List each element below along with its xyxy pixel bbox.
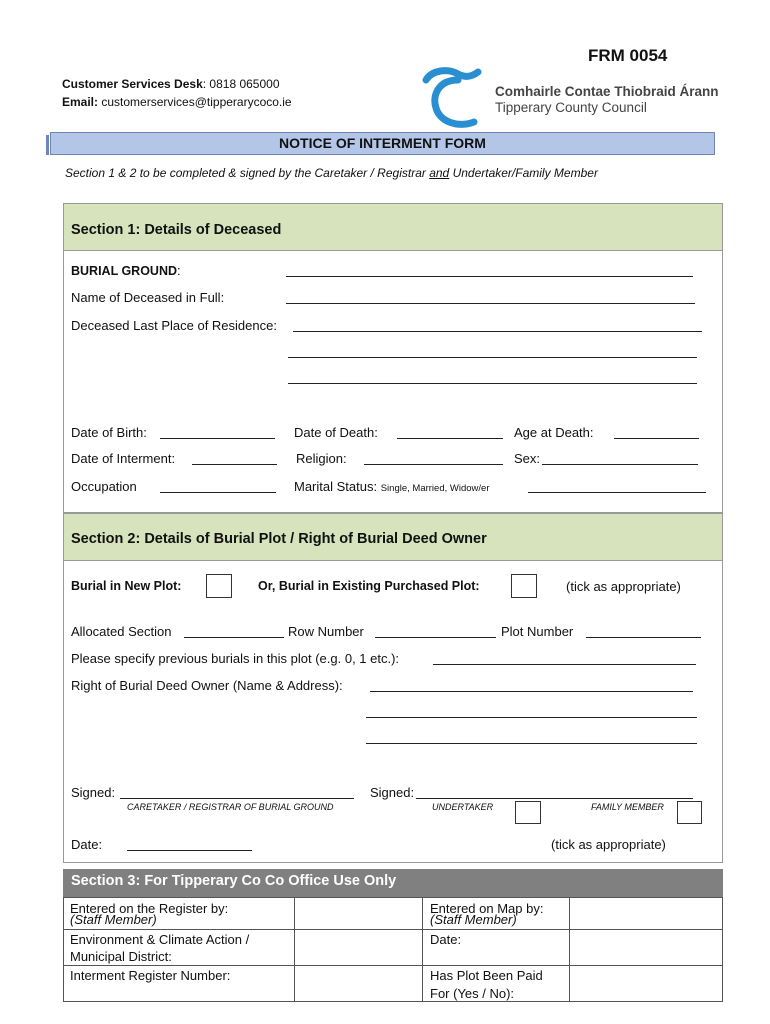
interment-register-field[interactable] bbox=[295, 966, 421, 1001]
last-residence-field-3[interactable] bbox=[288, 383, 697, 384]
office-date-label: Date: bbox=[430, 932, 462, 947]
signed-undertaker-field[interactable] bbox=[416, 798, 693, 799]
title-bar bbox=[50, 132, 715, 155]
signed-caretaker-label: Signed: bbox=[71, 785, 116, 800]
form-title: NOTICE OF INTERMENT FORM bbox=[279, 135, 486, 151]
last-residence-field-2[interactable] bbox=[288, 357, 697, 358]
existing-plot-checkbox[interactable] bbox=[511, 574, 537, 598]
plot-paid-field[interactable] bbox=[570, 966, 722, 1001]
staff-member-caption-1: (Staff Member) bbox=[70, 912, 157, 927]
date-label: Date: bbox=[71, 837, 103, 852]
deed-owner-field-1[interactable] bbox=[370, 691, 693, 692]
plot-paid-yes-no-label: For (Yes / No): bbox=[430, 986, 515, 1001]
section3-heading: Section 3: For Tipperary Co Co Office Use Only bbox=[71, 873, 397, 889]
name-deceased-field[interactable] bbox=[286, 303, 695, 304]
dob-label: Date of Birth: bbox=[71, 425, 147, 440]
contact-desk-label: Customer Services Desk bbox=[62, 77, 203, 91]
plot-paid-label: Has Plot Been Paid bbox=[430, 968, 543, 983]
municipal-district-label: Municipal District: bbox=[70, 949, 172, 964]
contact-email bbox=[62, 95, 292, 109]
council-irish-name: Comhairle Contae Thiobraid Árann bbox=[495, 84, 719, 99]
office-date-field[interactable] bbox=[570, 930, 722, 964]
occupation-label: Occupation bbox=[71, 479, 137, 494]
sex-label: Sex: bbox=[514, 451, 541, 466]
burial-ground-colon: : bbox=[177, 263, 181, 278]
instruction-and: and bbox=[429, 166, 450, 180]
entered-register-field[interactable] bbox=[295, 898, 421, 928]
new-plot-checkbox[interactable] bbox=[206, 574, 232, 598]
age-label: Age at Death: bbox=[514, 425, 594, 440]
row-number-label: Row Number bbox=[288, 624, 364, 639]
family-member-caption: FAMILY MEMBER bbox=[591, 802, 664, 812]
instruction-part1: Section 1 & 2 to be completed & signed by the Caretaker / Registrar bbox=[65, 166, 430, 180]
occupation-field[interactable] bbox=[160, 492, 276, 493]
instruction-part2: Undertaker/Family Member bbox=[449, 166, 598, 180]
env-climate-label: Environment & Climate Action / bbox=[70, 932, 250, 947]
contact-email-value: customerservices@tipperarycoco.ie bbox=[101, 95, 292, 109]
entered-map-field[interactable] bbox=[570, 898, 722, 928]
marital-status-text: Marital Status: bbox=[294, 479, 378, 494]
last-residence-label: Deceased Last Place of Residence: bbox=[71, 318, 277, 333]
table-col-divider-2 bbox=[422, 897, 423, 1002]
contact-email-label: Email: bbox=[62, 95, 99, 109]
existing-plot-label: Or, Burial in Existing Purchased Plot: bbox=[258, 579, 480, 593]
interment-register-label: Interment Register Number: bbox=[70, 968, 231, 983]
caretaker-caption: CARETAKER / REGISTRAR OF BURIAL GROUND bbox=[127, 802, 334, 812]
religion-field[interactable] bbox=[364, 464, 503, 465]
staff-member-caption-2: (Staff Member) bbox=[430, 912, 517, 927]
form-code: FRM 0054 bbox=[588, 46, 668, 65]
undertaker-checkbox[interactable] bbox=[515, 801, 541, 824]
allocated-section-label: Allocated Section bbox=[71, 624, 172, 639]
section2-heading: Section 2: Details of Burial Plot / Right of Burial Deed Owner bbox=[71, 531, 487, 547]
previous-burials-field[interactable] bbox=[433, 664, 696, 665]
dod-label: Date of Death: bbox=[294, 425, 378, 440]
signed-caretaker-field[interactable] bbox=[120, 798, 354, 799]
undertaker-caption: UNDERTAKER bbox=[432, 802, 494, 812]
doi-label: Date of Interment: bbox=[71, 451, 176, 466]
sex-field[interactable] bbox=[542, 464, 698, 465]
burial-ground-label bbox=[71, 263, 181, 278]
date-field[interactable] bbox=[127, 850, 252, 851]
dod-field[interactable] bbox=[397, 438, 503, 439]
row-number-field[interactable] bbox=[375, 637, 496, 638]
marital-label bbox=[294, 479, 489, 494]
tipperary-c-logo-icon bbox=[418, 66, 488, 132]
marital-options: Single, Married, Widow/er bbox=[380, 483, 490, 494]
instruction-text bbox=[65, 166, 598, 180]
section1-heading: Section 1: Details of Deceased bbox=[71, 222, 282, 238]
signed-undertaker-label: Signed: bbox=[370, 785, 415, 800]
contact-desk-value: : 0818 065000 bbox=[202, 77, 280, 91]
last-residence-field-1[interactable] bbox=[293, 331, 702, 332]
plot-number-label: Plot Number bbox=[501, 624, 574, 639]
burial-ground-text: BURIAL GROUND bbox=[71, 264, 178, 278]
deed-owner-field-2[interactable] bbox=[366, 717, 697, 718]
tick-note-2: (tick as appropriate) bbox=[551, 837, 666, 852]
entered-register-label: Entered on the Register by: bbox=[70, 901, 229, 916]
allocated-section-field[interactable] bbox=[184, 637, 284, 638]
religion-label: Religion: bbox=[296, 451, 347, 466]
name-deceased-label: Name of Deceased in Full: bbox=[71, 290, 225, 305]
council-english-name: Tipperary County Council bbox=[495, 100, 647, 115]
tick-note: (tick as appropriate) bbox=[566, 579, 681, 594]
municipal-district-field[interactable] bbox=[295, 930, 421, 964]
age-field[interactable] bbox=[614, 438, 699, 439]
deed-owner-field-3[interactable] bbox=[366, 743, 697, 744]
previous-burials-label: Please specify previous burials in this plot (e.g. 0, 1 etc.): bbox=[71, 651, 400, 666]
contact-desk bbox=[62, 77, 280, 91]
doi-field[interactable] bbox=[192, 464, 277, 465]
burial-ground-field[interactable] bbox=[286, 276, 693, 277]
entered-map-label: Entered on Map by: bbox=[430, 901, 544, 916]
title-bar-left-accent bbox=[46, 135, 49, 155]
dob-field[interactable] bbox=[160, 438, 275, 439]
family-member-checkbox[interactable] bbox=[677, 801, 702, 824]
marital-field[interactable] bbox=[528, 492, 706, 493]
deed-owner-label: Right of Burial Deed Owner (Name & Address): bbox=[71, 678, 343, 693]
plot-number-field[interactable] bbox=[586, 637, 701, 638]
new-plot-label: Burial in New Plot: bbox=[71, 579, 182, 593]
